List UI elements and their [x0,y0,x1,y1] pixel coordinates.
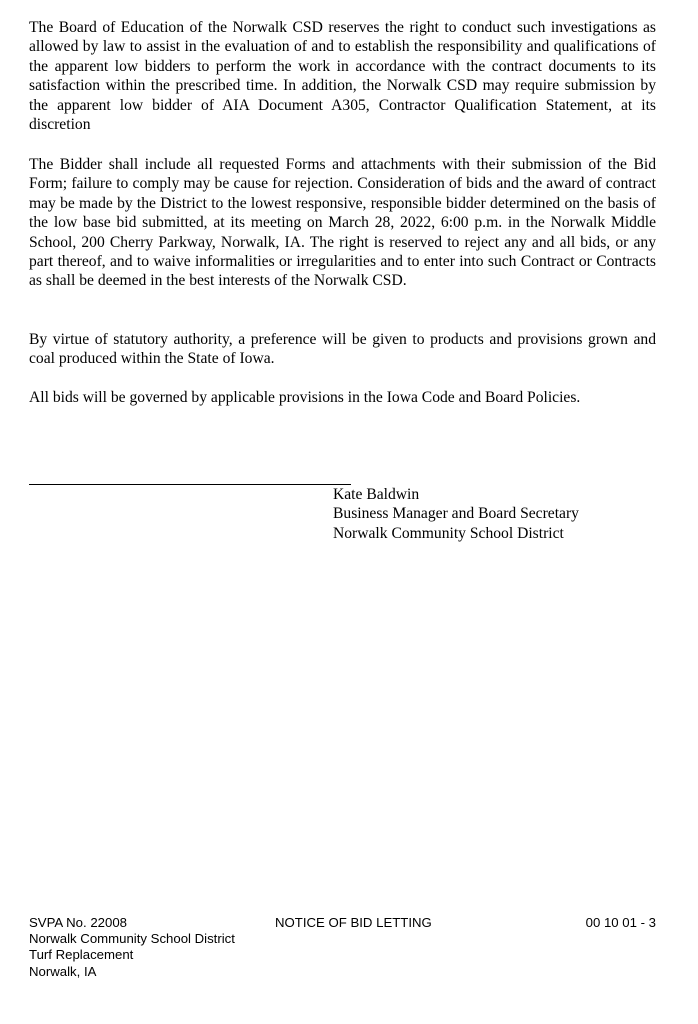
paragraph-iowa-preference: By virtue of statutory authority, a preference will be given to products and provisions grown and coal produced within the State of Iowa. [29,331,656,368]
footer-project-number: SVPA No. 22008 [29,915,127,930]
paragraph-governing-provisions: All bids will be governed by applicable provisions in the Iowa Code and Board Policies. [29,389,581,406]
footer-location: Norwalk, IA [29,963,97,979]
signer-name: Kate Baldwin [333,486,420,503]
footer-section-title: NOTICE OF BID LETTING [275,915,432,930]
footer-project-name: Turf Replacement [29,947,134,963]
paragraph-investigations: The Board of Education of the Norwalk CSD reserves the right to conduct such investigations as allowed by law to assist in the evaluation of and to establish the responsibility and qualifications of the apparent low bidders to perform the work in accordance with the contract documents to its satisfaction within the prescribed time. In addition, the Norwalk CSD may require submission by the apparent low bidder of AIA Document A305, Contractor Qualification Statement, at its discretion [29,19,656,134]
paragraph-bid-requirements: The Bidder shall include all requested Forms and attachments with their submission of the Bid Form; failure to comply may be cause for rejection. Consideration of bids and the award of contract may be made by the District to the lowest responsive, responsible bidder determined on the basis of the low base bid submitted, at its meeting on March 28, 2022, 6:00 p.m. in the Norwalk Middle School, 200 Cherry Parkway, Norwalk, IA. The right is reserved to reject any and all bids, or any part thereof, and to waive informalities or irregularities and to enter into such Contract or Contracts as shall be deemed in the best interests of the Norwalk CSD. [29,156,656,290]
footer-project-info [29,915,235,980]
footer-page-reference: 00 10 01 - 3 [585,915,656,930]
signer-title: Business Manager and Board Secretary [333,505,579,523]
signature-block [333,485,579,543]
signature-line [29,484,351,485]
footer-district: Norwalk Community School District [29,931,235,947]
signer-organization: Norwalk Community School District [333,524,564,542]
